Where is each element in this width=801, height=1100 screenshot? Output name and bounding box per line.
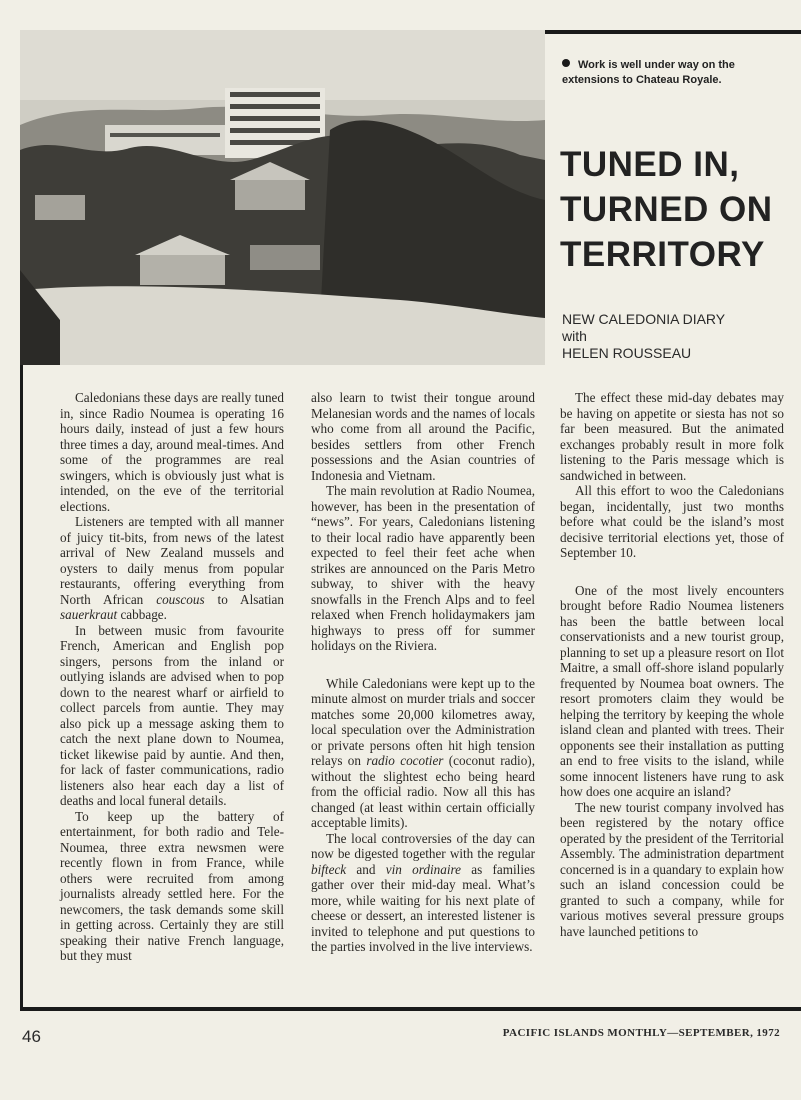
byline: [562, 311, 792, 362]
caption-text: Work is well under way on the extensions to Chateau Royale.: [562, 59, 735, 86]
article-column-1: [60, 390, 284, 964]
byline-with: with: [562, 328, 587, 344]
author-name: HELEN ROUSSEAU: [562, 345, 692, 361]
paragraph: also learn to twist their tongue around Melanesian words and the names of locals who come from all around the Pacific, besides settlers from other French possessions and the Asian countries of Indonesia and Vietnam.: [311, 390, 535, 483]
publication-footer: PACIFIC ISLANDS MONTHLY—SEPTEMBER, 1972: [502, 1027, 780, 1039]
paragraph: While Caledonians were kept up to the minute almost on murder trials and soccer matches some 20,000 kilometres away, local speculation over the Administration or private persons often hit high tension relays on radio cocotier (coconut radio), without the slightest echo being heard from the official radio. Now all this has changed (at least within certain officially acceptable limits).: [311, 675, 535, 830]
section-title: NEW CALEDONIA DIARY: [562, 311, 726, 327]
photo-caption: [562, 58, 752, 88]
left-rule: [20, 365, 23, 1011]
article-column-2: [311, 390, 535, 955]
paragraph: In between music from favourite French, American and English pop singers, persons from the inland or outlying islands are advised when to pop down to the nearest wharf or airfield to collect parcels from auntie. They may also pick up a message asking them to catch the next plane down to Noumea, ticket likewise paid by auntie. And then, for lack of faster communications, radio listeners also hear each day a list of deaths and local funeral details.: [60, 622, 284, 808]
paragraph: All this effort to woo the Caledonians began, incidentally, just two months before what could be the island’s most decisive territorial elections yet, those of September 10.: [560, 483, 784, 560]
bullet-icon: [562, 59, 570, 67]
headline: [560, 142, 798, 277]
paragraph: The effect these mid-day debates may be having on appetite or siesta has not so far been measured. But the animated exchanges probably result in more folk listening to the Paris message which is sandwiched in between.: [560, 390, 784, 483]
paragraph: The local controversies of the day can now be digested together with the regular bifteck and vin ordinaire as families gather over their mid-day meal. What’s more, while waiting for his next plate of cheese or dessert, an interested listener is invited to telephone and put questions to the parties involved in the live interviews.: [311, 830, 535, 954]
paragraph: The new tourist company involved has been registered by the notary office operated by the president of the Territorial Assembly. The administration department concerned is in a quandary to explain how such an island concession could be granted to such a company, while for various motives several pressure groups have launched petitions to: [560, 799, 784, 939]
top-rule: [512, 30, 801, 34]
paragraph: The main revolution at Radio Noumea, however, has been in the presentation of “news”. For years, Caledonians listening to their local radio have apparently been expected to feel their feet ache when strikes are announced on the Paris Metro subway, to shiver with the heavy snowfalls in the French Alps and to feel relaxed when French holidaymakers jam highways to press off for summer holidays on the Riviera.: [311, 483, 535, 653]
paragraph: Caledonians these days are really tuned in, since Radio Noumea is operating 16 hours daily, instead of just a few hours three times a day, around meal-times. And some of the programmes are real swingers, which is obviously just what is intended, on the eve of the territorial elections.: [60, 390, 284, 514]
bottom-rule: [20, 1007, 801, 1011]
headline-line-3: TERRITORY: [560, 235, 765, 274]
paragraph: Listeners are tempted with all manner of juicy tit-bits, from news of the latest arrival of New Zealand mussels and oysters to daily menus from popular restaurants, offering everything from North African couscous to Alsatian sauerkraut cabbage.: [60, 514, 284, 622]
page-number: 46: [22, 1027, 41, 1046]
headline-line-2: TURNED ON: [560, 190, 773, 229]
paragraph: To keep up the battery of entertainment, for both radio and Tele-Noumea, three extra newsmen were recently flown in from France, while others were recruited from among journalists already settled here. For the newcomers, the task demands some skill in getting across. Certainly they are still speaking their native French language, but they must: [60, 808, 284, 963]
paragraph: One of the most lively encounters brought before Radio Noumea listeners has been the battle between local conservationists and a new tourist group, planning to set up a pleasure resort on Ilot Maitre, a small off-shore island popularly frequented by Noumea boat owners. The resort promoters claim they would be helping the territory by keeping the whole island clean and planted with trees. Their opponents see their installation as putting an end to free visits to the island, while some innocent listeners have rung to ask how does one acquire an island?: [560, 582, 784, 799]
article-column-3: [560, 390, 784, 939]
headline-line-1: TUNED IN,: [560, 145, 740, 184]
construction-photo: [20, 30, 545, 365]
